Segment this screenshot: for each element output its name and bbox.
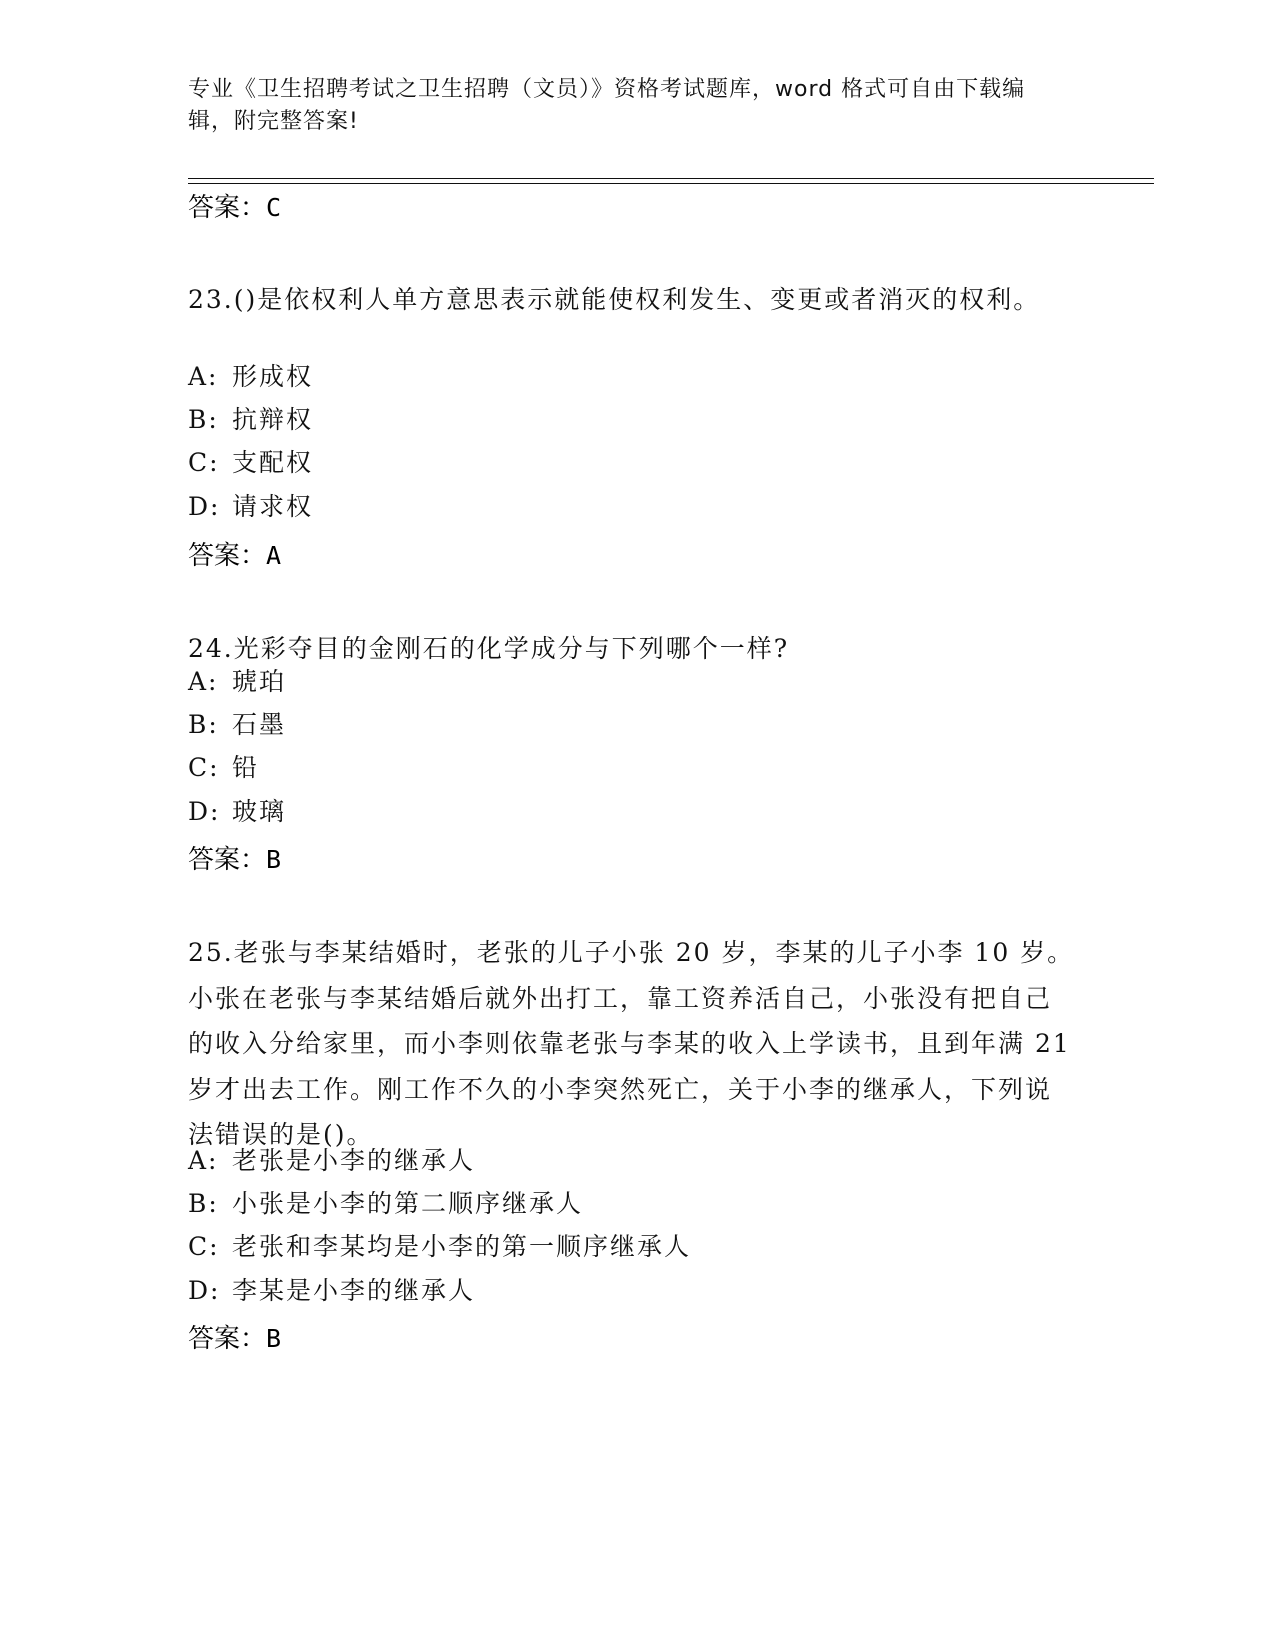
answer-label: 答案： <box>188 193 267 223</box>
option-text: 老张和李某均是小李的第一顺序继承人 <box>232 1232 692 1261</box>
option-text: 李某是小李的继承人 <box>232 1276 476 1305</box>
question-23-option-c <box>188 446 313 480</box>
answer-value: C <box>266 193 282 222</box>
answer-value: B <box>266 1324 282 1353</box>
question-23-answer <box>188 539 281 573</box>
answer-label: 答案： <box>188 1324 267 1354</box>
prev-answer <box>188 191 281 225</box>
answer-label: 答案： <box>188 541 267 571</box>
question-25-option-c <box>188 1230 691 1264</box>
question-24-option-c <box>188 751 259 785</box>
question-25-answer <box>188 1322 281 1356</box>
option-letter: B: <box>188 405 219 434</box>
document-header: 专业《卫生招聘考试之卫生招聘（文员）》资格考试题库，word 格式可自由下载编辑，附完整答案! <box>188 77 1026 134</box>
question-24-option-a <box>188 665 286 699</box>
option-letter: B: <box>188 710 219 739</box>
question-24-option-b <box>188 708 286 742</box>
option-letter: A: <box>188 667 219 696</box>
option-text: 老张是小李的继承人 <box>232 1146 476 1175</box>
question-23-option-d <box>188 490 313 524</box>
question-24-text: 24.光彩夺目的金刚石的化学成分与下列哪个一样? <box>188 634 790 663</box>
option-text: 请求权 <box>232 492 314 521</box>
option-letter: C: <box>188 448 220 477</box>
question-25-option-a <box>188 1144 475 1178</box>
option-text: 石墨 <box>232 710 287 739</box>
option-text: 玻璃 <box>232 797 287 826</box>
question-23-option-b <box>188 403 313 437</box>
option-letter: C: <box>188 753 220 782</box>
question-23-text: 23.()是依权利人单方意思表示就能使权利发生、变更或者消灭的权利。 <box>188 285 1041 314</box>
answer-value: B <box>266 845 282 874</box>
question-23-option-a <box>188 360 313 394</box>
question-25-text: 25.老张与李某结婚时，老张的儿子小张 20 岁，李某的儿子小李 10 岁。小张在老张与李某结婚后就外出打工，靠工资养活自己，小张没有把自己的收入分给家里，而小李则依靠老张与李某的收入上学读书，且到年满 21 岁才出去工作。刚工作不久的小李突然死亡，关于小李的继承人，下列说法错误的是()。 <box>188 938 1075 1149</box>
option-text: 铅 <box>232 753 260 782</box>
option-letter: A: <box>188 362 219 391</box>
option-letter: A: <box>188 1146 219 1175</box>
answer-label: 答案： <box>188 845 267 875</box>
option-text: 支配权 <box>232 448 314 477</box>
option-letter: D: <box>188 797 221 826</box>
option-text: 抗辩权 <box>232 405 314 434</box>
option-letter: D: <box>188 1276 221 1305</box>
header-divider-top <box>188 178 1154 179</box>
option-text: 形成权 <box>232 362 314 391</box>
answer-value: A <box>266 541 282 570</box>
option-letter: C: <box>188 1232 220 1261</box>
question-24-answer <box>188 843 281 877</box>
question-25-option-b <box>188 1187 583 1221</box>
question-24-option-d <box>188 795 286 829</box>
question-25-option-d <box>188 1274 475 1308</box>
option-letter: B: <box>188 1189 219 1218</box>
option-text: 琥珀 <box>232 667 287 696</box>
option-text: 小张是小李的第二顺序继承人 <box>232 1189 584 1218</box>
option-letter: D: <box>188 492 221 521</box>
header-divider-bottom <box>188 183 1154 184</box>
